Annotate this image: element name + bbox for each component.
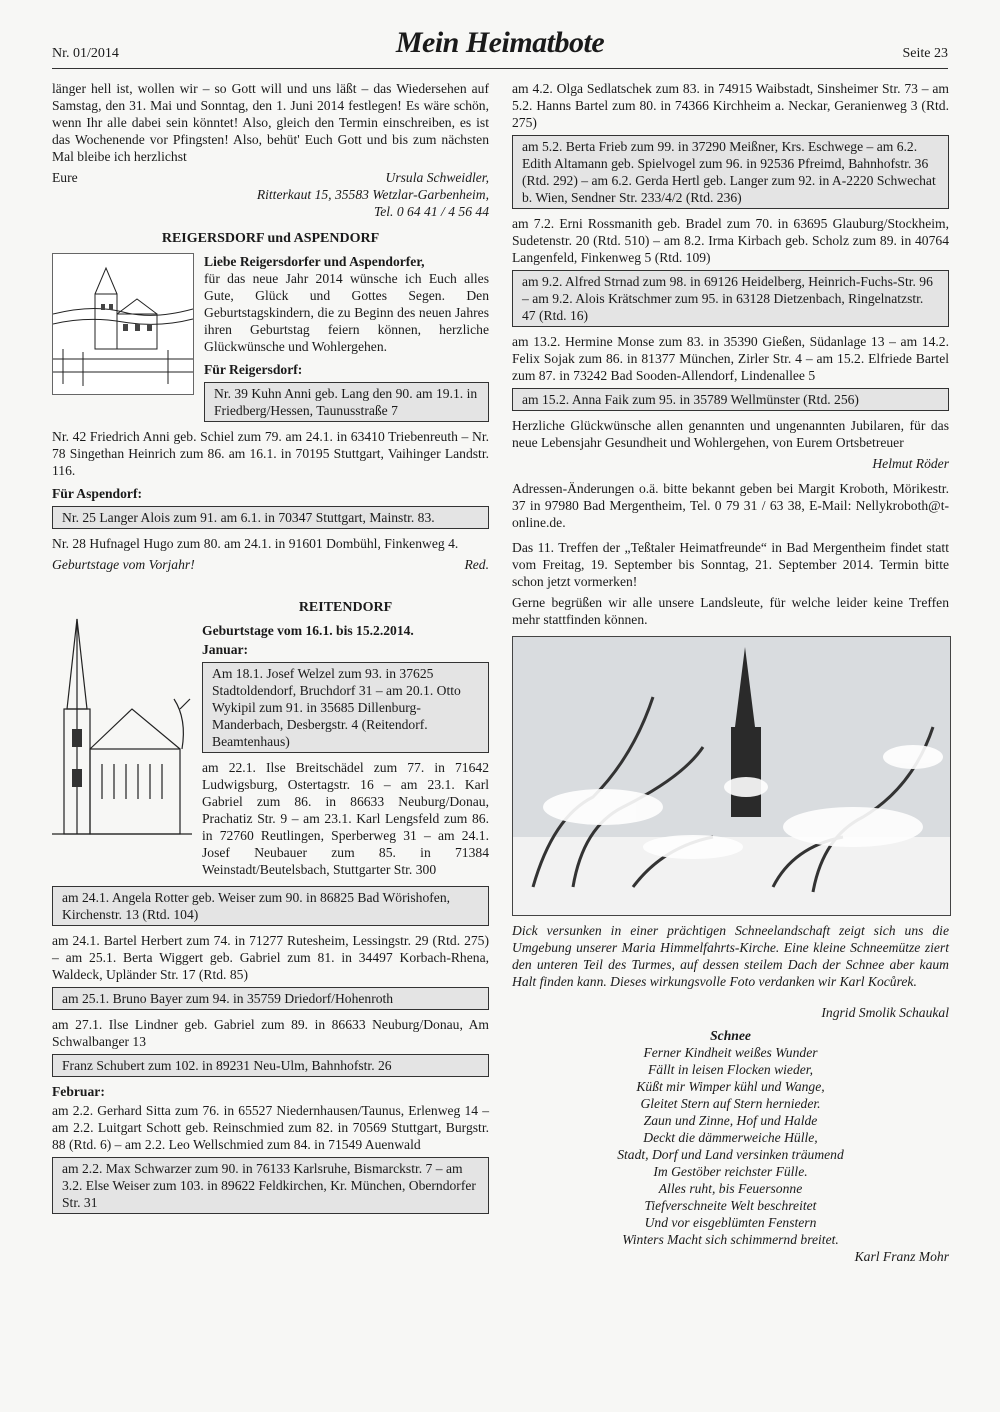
highlight-box: Franz Schubert zum 102. in 89231 Neu-Ulm, Bahnhofstr. 26 — [52, 1054, 489, 1077]
section-title-reigersdorf: REIGERSDORF und ASPENDORF — [161, 231, 380, 246]
highlight-box: am 25.1. Bruno Bayer zum 94. in 35759 Driedorf/Hohenroth — [52, 987, 489, 1010]
poem-line: Gleitet Stern auf Stern hernieder. — [640, 1096, 821, 1111]
left-column — [52, 80, 489, 1220]
village-drawing — [52, 253, 194, 395]
birthday-entry: am 13.2. Hermine Monse zum 83. in 35390 Gießen, Südanlage 13 – am 14.2. Felix Sojak zum 86. in 81377 München, Zirler Str. 4 – am 15.2. Elfriede Bartel zum 87. in 73242 Bad Sooden-Allendorf, Lindenallee 5 — [512, 334, 949, 383]
issue-number: Nr. 01/2014 — [52, 46, 119, 61]
highlight-box: am 5.2. Berta Frieb zum 99. in 37290 Meißner, Krs. Eschwege – am 6.2. Edith Altamann geb. Spielvogel zum 96. in 92536 Pfreimd, Bahnhofstr. 36 (Rtd. 292) – am 6.2. Gerda Hertl geb. Langer zum 92. in A-2220 Schwechat b. Wien, Sendner Str. 233/4/2 (Rtd. 236) — [512, 135, 949, 209]
highlight-box: am 2.2. Max Schwarzer zum 90. in 76133 Karlsruhe, Bismarckstr. 7 – am 3.2. Else Weiser zum 103. in 89622 Feldkirchen, Kr. München, Oberndorfer Str. 31 — [52, 1157, 489, 1214]
caption-author: Ingrid Smolik Schaukal — [821, 1005, 949, 1020]
birthday-entry: am 22.1. Ilse Breitschädel zum 77. in 71642 Ludwigsburg, Ostertagstr. 16 – am 23.1. Karl Gabriel zum 86. in 86633 Neuburg/Donau, Prachatiz Str. 9 – am 23.1. Karl Lengsfeld zum 86. in 72760 Reutlingen, Sperberweg 31 – am 24.1. Josef Neubauer zum 85. in 71384 Weinstadt/Beutelsbach, Stuttgarter Str. 300 — [202, 760, 489, 877]
poem-title: Schnee — [710, 1028, 751, 1043]
poem-line: Winters Macht sich schimmernd breitet. — [622, 1232, 839, 1247]
subheading-aspendorf: Für Aspendorf: — [52, 486, 143, 501]
masthead: Mein Heimatbote — [395, 26, 605, 59]
poem-author: Karl Franz Mohr — [854, 1249, 949, 1264]
birthday-entry: am 7.2. Erni Rossmanith geb. Bradel zum 70. in 63695 Glauburg/Stockheim, Sudetenstr. 20 (Rtd. 510) – am 8.2. Irma Kirbach geb. Scholz zum 89. in 40764 Langenfeld, Finkenweg 5 (Rtd. 109) — [512, 216, 949, 265]
greeting-text: für das neue Jahr 2014 wünsche ich Euch alles Gute, Glück und Gottes Segen. Den Geburtstagskindern, die zu Beginn des neuen Jahres ihren Geburtstag feiern können, herzliche Glückwünsche und Wohlergehen. — [204, 271, 489, 354]
subheading-reigersdorf: Für Reigersdorf: — [204, 362, 303, 377]
poem-line: Im Gestöber reichster Fülle. — [653, 1164, 808, 1179]
poem-line: Stadt, Dorf und Land versinken träumend — [617, 1147, 844, 1162]
poem-line: Fällt in leisen Flocken wieder, — [648, 1062, 813, 1077]
poem-line: Zaun und Zinne, Hof und Halde — [643, 1113, 818, 1128]
right-column — [512, 80, 949, 1265]
section-title-reitendorf: REITENDORF — [298, 600, 393, 615]
signature-roeder: Helmut Röder — [872, 456, 949, 471]
village-sketch-icon — [53, 254, 193, 394]
month-february: Februar: — [52, 1084, 105, 1099]
greeting-heading: Liebe Reigersdorfer und Aspendorfer, — [204, 254, 425, 269]
signature-name: Ursula Schweidler, — [385, 170, 489, 185]
birthday-entry: am 24.1. Bartel Herbert zum 74. in 71277 Rutesheim, Lessingstr. 29 (Rtd. 275) – am 25.1. Berta Wiggert geb. Gabriel zum 81. in 34497 Korbach-Rhena, Waldeck, Upländer Str. 17 (Rtd. 85) — [52, 933, 489, 982]
snow-church-photo — [512, 636, 951, 916]
welcome-notice: Gerne begrüßen wir alle unsere Landsleute, für welche leider keine Treffen mehr stattfinden können. — [512, 595, 949, 627]
highlight-box: Nr. 39 Kuhn Anni geb. Lang den 90. am 19.1. in Friedberg/Hessen, Taunusstraße 7 — [204, 382, 489, 422]
page-header — [52, 22, 948, 69]
closing: Eure — [52, 170, 78, 185]
intro-text: länger hell ist, wollen wir – so Gott will und uns läßt – das Wiedersehen auf Samstag, den 31. Mai und Sonntag, den 1. Juni 2014 festlegen! Es wäre schön, wenn Ihr alle dabei sein könntet! Also, gleich den Termin einschreiben, es ist das Wochenende vor Pfingsten! Also, behüt' Euch Gott und bis zum nächsten Mal bleibe ich herzlichst — [52, 81, 489, 164]
church-photo-icon — [513, 637, 950, 915]
church-drawing — [52, 599, 192, 839]
page-number: Seite 23 — [902, 46, 948, 61]
poem-line: Ferner Kindheit weißes Wunder — [643, 1045, 818, 1060]
birthday-entry: am 4.2. Olga Sedlatschek zum 83. in 74915 Waibstadt, Sinsheimer Str. 73 – am 5.2. Hanns Bartel zum 80. in 74366 Kirchheim a. Neckar, Geranienweg 3 (Rtd. 275) — [512, 81, 949, 130]
highlight-box: Am 18.1. Josef Welzel zum 93. in 37625 Stadtoldendorf, Bruchdorf 31 – am 20.1. Otto Wykipil zum 91. in 35685 Dillenburg-Manderbach, Desbergstr. 4 (Reitendorf. Beamtenhaus) — [202, 662, 489, 753]
address-change-notice: Adressen-Änderungen o.ä. bitte bekannt geben bei Margit Kroboth, Mörikestr. 37 in 97980 Bad Mergentheim, Tel. 0 79 31 / 63 38, E-Mail: Nellykroboth@t-online.de. — [512, 481, 949, 530]
birthday-entry: Nr. 42 Friedrich Anni geb. Schiel zum 79. am 24.1. in 63410 Triebenreuth – Nr. 78 Singethan Heinrich zum 86. am 16.1. in 70195 Stuttgart, Vaihinger Landstr. 116. — [52, 429, 489, 478]
month-january: Januar: — [202, 642, 249, 657]
note-previous-year: Geburtstage vom Vorjahr! — [52, 557, 195, 572]
editor-mark: Red. — [464, 557, 489, 572]
birthday-entry: am 27.1. Ilse Lindner geb. Gabriel zum 89. in 86633 Neuburg/Donau, Am Schwalbanger 13 — [52, 1017, 489, 1049]
birthday-entry: Nr. 28 Hufnagel Hugo zum 80. am 24.1. in 91601 Dombühl, Finkenweg 4. — [52, 536, 459, 551]
poem-line: Deckt die dämmerweiche Hülle, — [643, 1130, 818, 1145]
signature-phone: Tel. 0 64 41 / 4 56 44 — [373, 204, 489, 219]
poem-line: Alles ruht, bis Feuersonne — [658, 1181, 803, 1196]
poem-line: Küßt mir Wimper kühl und Wange, — [636, 1079, 825, 1094]
poem-line: Tiefverschneite Welt beschreitet — [644, 1198, 817, 1213]
reitendorf-subtitle: Geburtstage vom 16.1. bis 15.2.2014. — [202, 623, 414, 638]
meeting-notice: Das 11. Treffen der „Teßtaler Heimatfreunde“ in Bad Mergentheim findet statt vom Freitag, 19. September bis Sonntag, 21. September 2014. Termin bitte schon jetzt vormerken! — [512, 540, 949, 589]
church-sketch-icon — [52, 599, 192, 839]
highlight-box: am 15.2. Anna Faik zum 95. in 35789 Wellmünster (Rtd. 256) — [512, 388, 949, 411]
congratulations-text: Herzliche Glückwünsche allen genannten und ungenannten Jubilaren, für das neue Lebensjahr Gesundheit und Wohlergehen, von Eurem Ortsbetreuer — [512, 418, 949, 450]
highlight-box: Nr. 25 Langer Alois zum 91. am 6.1. in 70347 Stuttgart, Mainstr. 83. — [52, 506, 489, 529]
highlight-box: am 9.2. Alfred Strnad zum 98. in 69126 Heidelberg, Heinrich-Fuchs-Str. 96 – am 9.2. Alois Krätschmer zum 95. in 63128 Dietzenbach, Ringelnatzstr. 47 (Rtd. 16) — [512, 270, 949, 327]
photo-caption: Dick versunken in einer prächtigen Schneelandschaft zeigt sich uns die Umgebung unserer Maria Himmelfahrts-Kirche. Eine kleine Schneemütze ziert den unteren Teil des Turmes, auf dessen steilem Dach der Schnee aber kaum Halt finden kann. Dieses wirkungsvolle Foto verdanken wir Karl Kocůrek. — [512, 923, 949, 989]
poem-line: Und vor eisgeblümten Fenstern — [644, 1215, 817, 1230]
poem — [512, 1027, 949, 1248]
signature-address: Ritterkaut 15, 35583 Wetzlar-Garbenheim, — [256, 187, 489, 202]
birthday-entry: am 2.2. Gerhard Sitta zum 76. in 65527 Niedernhausen/Taunus, Erlenweg 14 – am 2.2. Luitgart Schott geb. Reinschmied zum 82. in 70569 Stuttgart, Burgstr. 88 (Rtd. 6) – am 2.2. Leo Wellschmied zum 84. in 71549 Auenwald — [52, 1103, 489, 1152]
highlight-box: am 24.1. Angela Rotter geb. Weiser zum 90. in 86825 Bad Wörishofen, Kirchenstr. 13 (Rtd. 104) — [52, 886, 489, 926]
